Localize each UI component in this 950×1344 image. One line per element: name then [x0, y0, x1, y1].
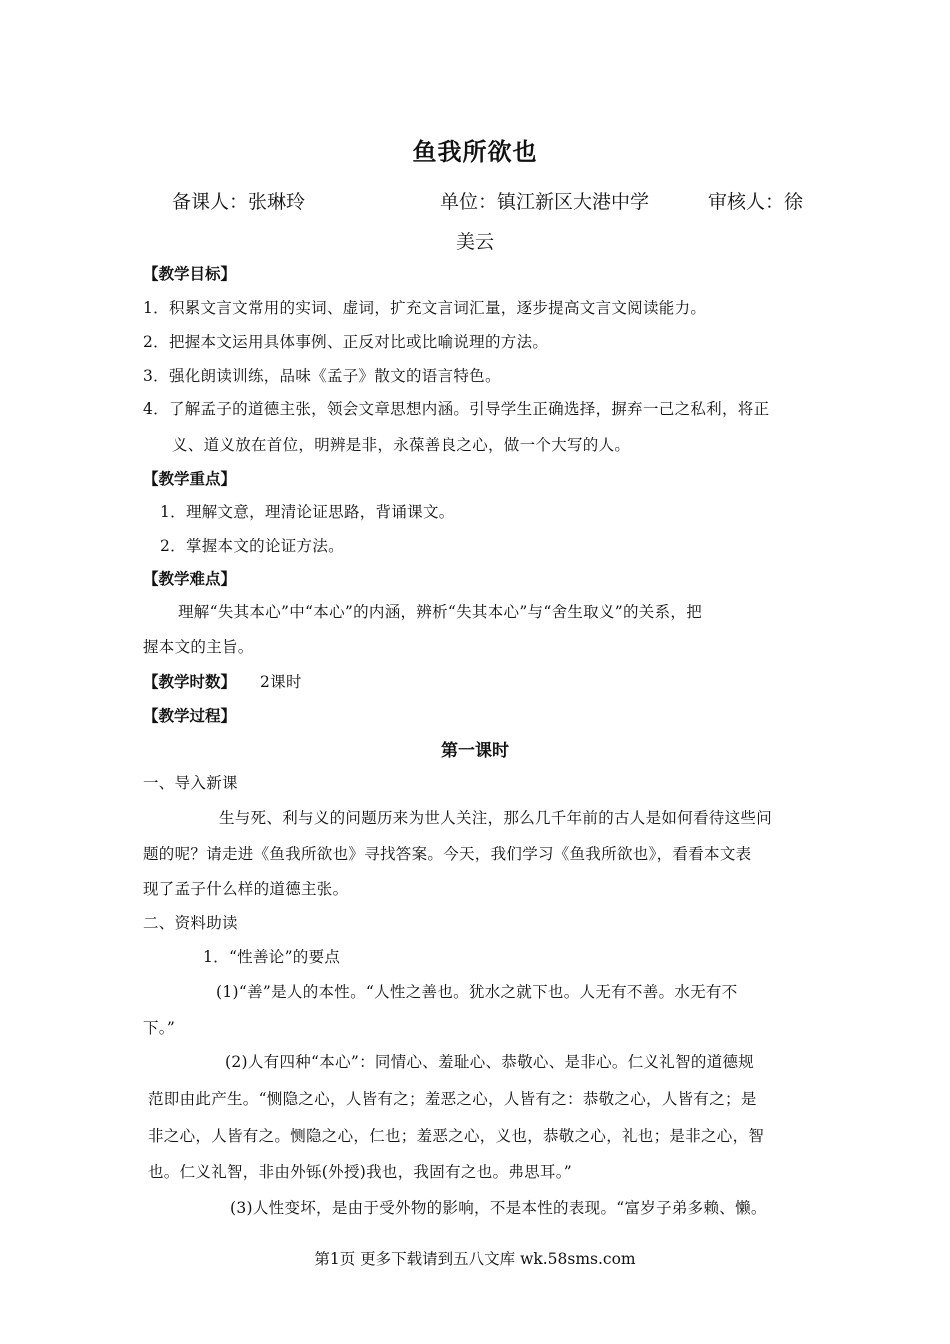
goal-item: 1．积累文言文常用的实词、虚词，扩充文言词汇量，逐步提高文言文阅读能力。	[143, 299, 707, 317]
unit: 单位：镇江新区大港中学	[440, 191, 650, 213]
intro-text: 现了孟子什么样的道德主张。	[143, 880, 349, 898]
material-heading: 二、资料助读	[143, 914, 238, 932]
material-paragraph: (3)人性变坏，是由于受外物的影响，不是本性的表现。“富岁子弟多赖、懒。	[230, 1199, 767, 1217]
difficulty-text: 握本文的主旨。	[143, 638, 254, 656]
page-title: 鱼我所欲也	[412, 138, 538, 166]
process-heading: 【教学过程】	[143, 707, 237, 725]
intro-text: 生与死、利与义的问题历来为世人关注，那么几千年前的古人是如何看待这些问	[219, 809, 773, 827]
goals-heading: 【教学目标】	[143, 265, 237, 283]
hours-heading: 【教学时数】	[143, 673, 237, 691]
reviewer: 审核人：徐	[708, 191, 804, 213]
goal-item: 4．了解孟子的道德主张，领会文章思想内涵。引导学生正确选择，摒弃一己之私利，将正	[143, 400, 770, 418]
key-points-heading: 【教学重点】	[143, 470, 237, 488]
goal-item: 3．强化朗读训练，品味《孟子》散文的语言特色。	[143, 367, 501, 385]
key-point-item: 1．理解文意，理清论证思路，背诵课文。	[160, 503, 455, 521]
difficulty-text: 理解“失其本心”中“本心”的内涵，辨析“失其本心”与“舍生取义”的关系，把	[178, 603, 702, 621]
reviewer-continued: 美云	[456, 231, 495, 253]
lesson-title: 第一课时	[441, 741, 509, 761]
material-paragraph: 下。”	[143, 1019, 176, 1037]
material-paragraph: (2)人有四种“本心”：同情心、羞耻心、恭敬心、是非心。仁义礼智的道德规	[225, 1053, 755, 1071]
hours-value: 2课时	[260, 673, 302, 691]
material-subheading: 1．“性善论”的要点	[203, 948, 341, 966]
intro-heading: 一、导入新课	[143, 774, 238, 792]
material-paragraph: 非之心，人皆有之。恻隐之心，仁也；羞恶之心，义也，恭敬之心，礼也；是非之心，智	[148, 1127, 765, 1145]
goal-item-continued: 义、道义放在首位，明辨是非，永葆善良之心，做一个大写的人。	[172, 436, 631, 454]
material-paragraph: 范即由此产生。“恻隐之心，人皆有之；羞恶之心，人皆有之：恭敬之心，人皆有之；是	[148, 1090, 757, 1108]
difficulty-heading: 【教学难点】	[143, 570, 237, 588]
preparer: 备课人：张琳玲	[172, 191, 306, 213]
page-footer: 第1页 更多下载请到五八文库 wk.58sms.com	[314, 1250, 636, 1268]
key-point-item: 2．掌握本文的论证方法。	[160, 537, 344, 555]
intro-text: 题的呢？请走进《鱼我所欲也》寻找答案。今天，我们学习《鱼我所欲也》，看看本文表	[143, 845, 752, 863]
material-paragraph: (1)“善”是人的本性。“人性之善也。犹水之就下也。人无有不善。水无有不	[216, 983, 738, 1001]
material-paragraph: 也。仁义礼智，非由外铄(外授)我也，我固有之也。弗思耳。”	[148, 1163, 572, 1181]
goal-item: 2．把握本文运用具体事例、正反对比或比喻说理的方法。	[143, 333, 549, 351]
